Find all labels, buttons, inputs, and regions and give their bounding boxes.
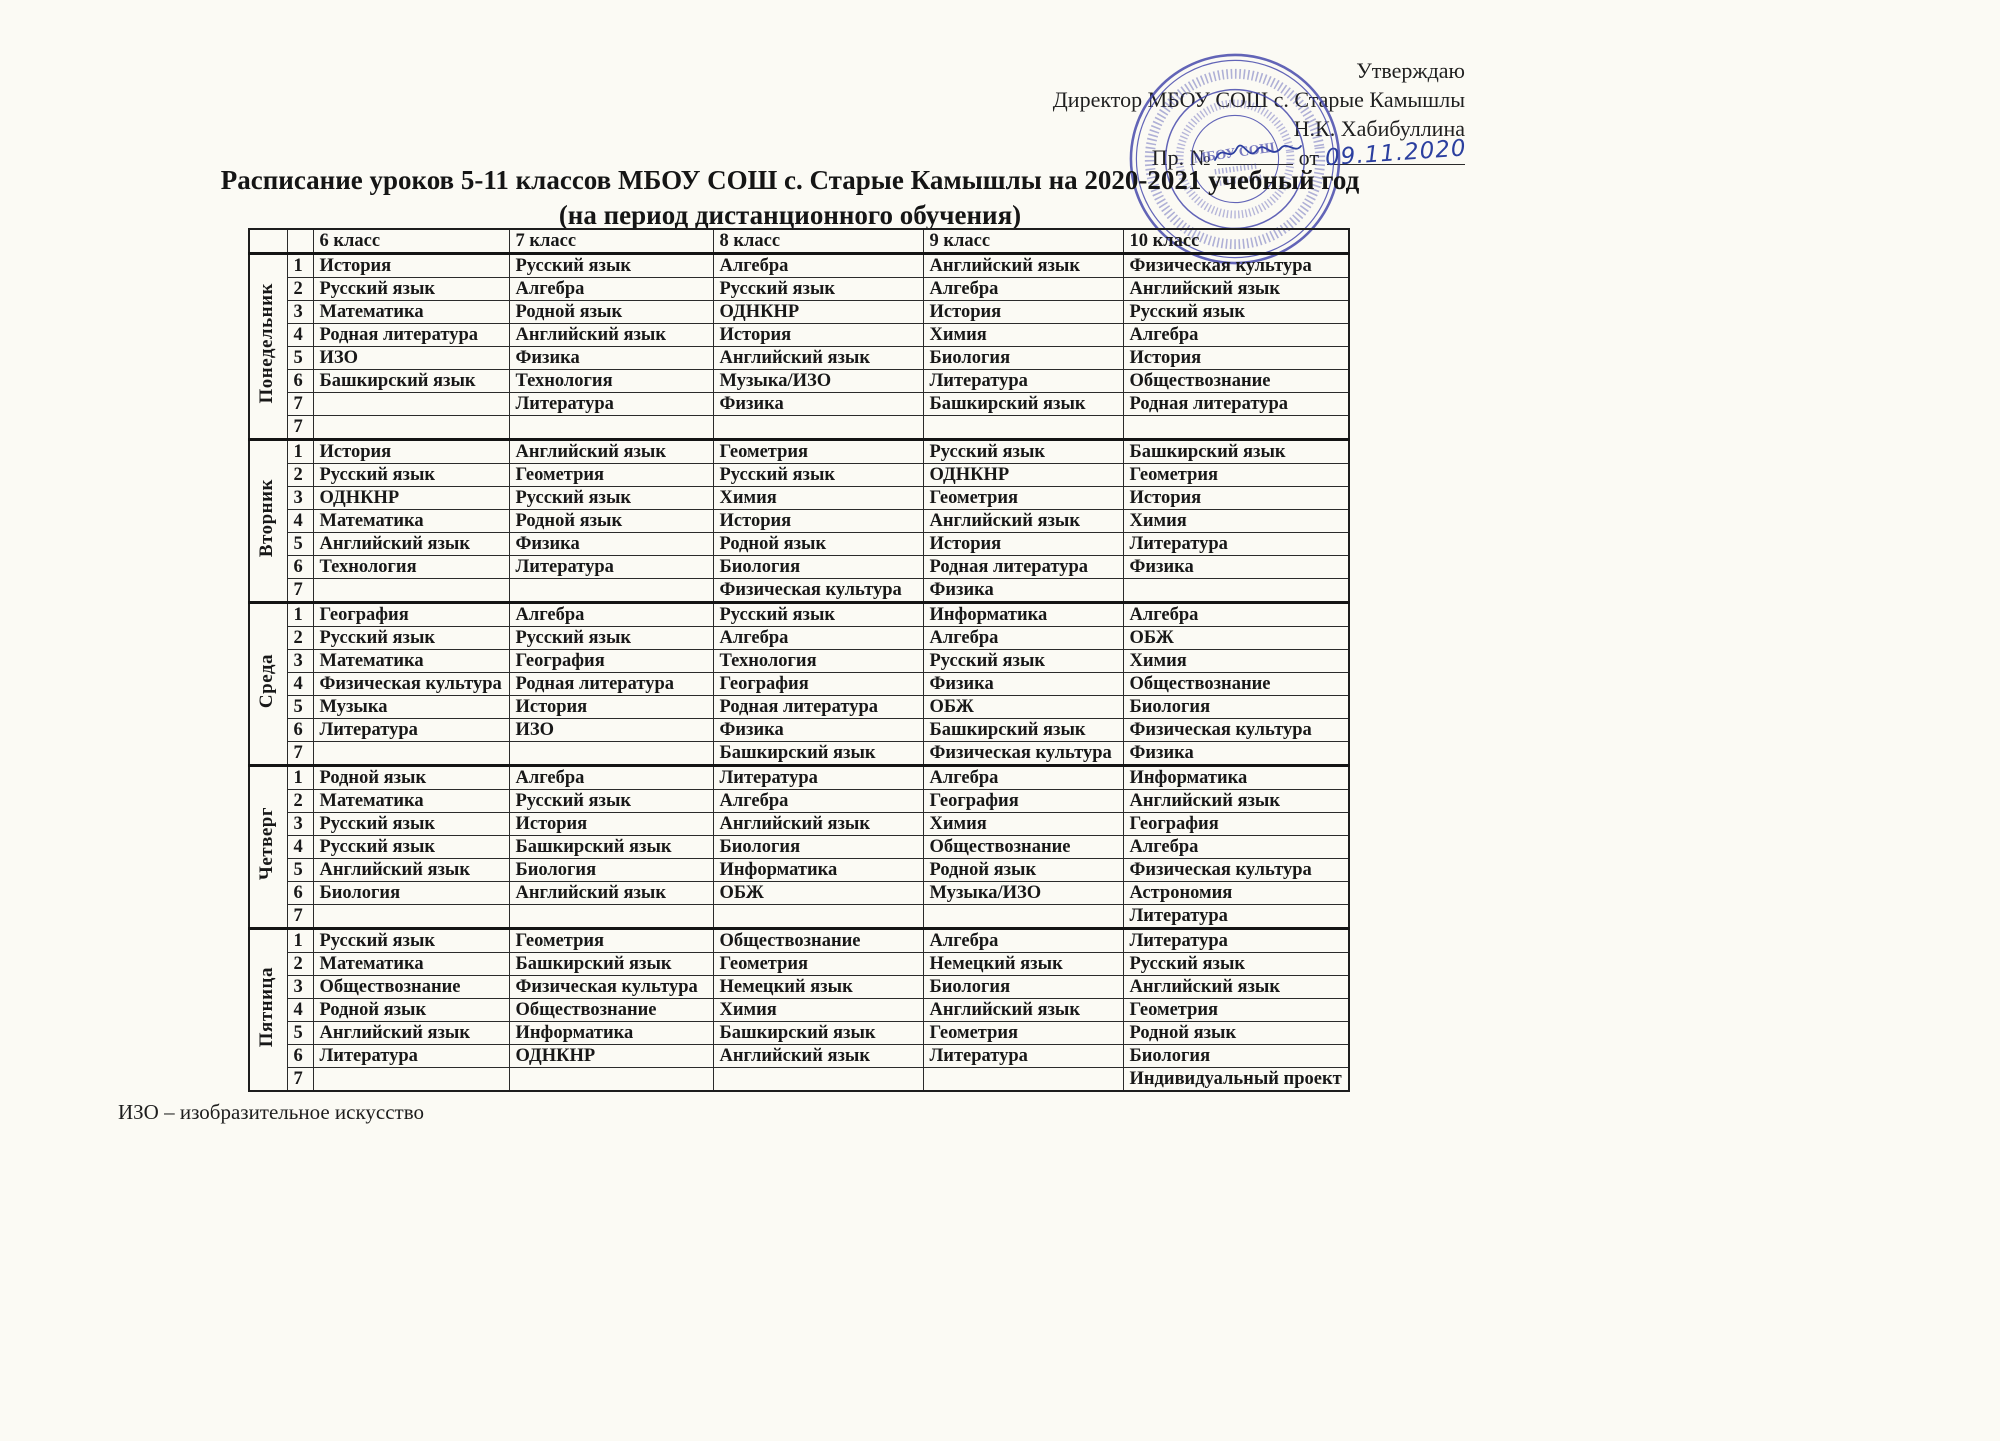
lesson-number-cell: 5 — [287, 533, 313, 556]
schedule-row — [249, 905, 1349, 929]
schedule-row — [249, 836, 1349, 859]
lesson-cell: Башкирский язык — [923, 719, 1123, 742]
lesson-number-cell: 1 — [287, 929, 313, 953]
lesson-cell: Русский язык — [923, 440, 1123, 464]
day-label: Пятница — [249, 929, 287, 1092]
lesson-cell: Русский язык — [313, 278, 509, 301]
lesson-cell: Родная литература — [1123, 393, 1349, 416]
lesson-cell: Родной язык — [1123, 1022, 1349, 1045]
schedule-row — [249, 790, 1349, 813]
schedule-row — [249, 393, 1349, 416]
lesson-cell — [509, 905, 713, 929]
lesson-cell: Английский язык — [509, 324, 713, 347]
lesson-cell: ИЗО — [313, 347, 509, 370]
lesson-cell: ОБЖ — [713, 882, 923, 905]
lesson-number-cell: 3 — [287, 976, 313, 999]
lesson-cell: Башкирский язык — [713, 1022, 923, 1045]
lesson-cell — [923, 416, 1123, 440]
lesson-number-cell: 2 — [287, 464, 313, 487]
lesson-number-cell: 6 — [287, 556, 313, 579]
lesson-cell: Английский язык — [923, 510, 1123, 533]
lesson-number-cell: 2 — [287, 953, 313, 976]
lesson-cell: Литература — [509, 556, 713, 579]
lesson-cell: Физическая культура — [923, 742, 1123, 766]
lesson-cell: Технология — [509, 370, 713, 393]
lesson-cell: Алгебра — [509, 603, 713, 627]
director-line: Директор МБОУ СОШ с. Старые Камышлы — [1052, 87, 1465, 112]
handwritten-date: 09.11.2020 — [1324, 135, 1468, 172]
lesson-cell — [509, 579, 713, 603]
lesson-cell: Алгебра — [509, 278, 713, 301]
lesson-cell: Физика — [923, 673, 1123, 696]
lesson-cell: Русский язык — [509, 254, 713, 278]
lesson-cell: География — [713, 673, 923, 696]
director-name: Н.К. Хабибуллина — [1293, 116, 1465, 141]
lesson-cell: Математика — [313, 953, 509, 976]
class-header: 7 класс — [509, 229, 713, 254]
lesson-cell: Русский язык — [509, 627, 713, 650]
lesson-cell: Родной язык — [509, 301, 713, 324]
lesson-cell: Геометрия — [713, 440, 923, 464]
lesson-cell: Физическая культура — [713, 579, 923, 603]
lesson-cell: Биология — [923, 347, 1123, 370]
schedule-row — [249, 254, 1349, 278]
lesson-cell: Литература — [509, 393, 713, 416]
lesson-number-cell: 5 — [287, 696, 313, 719]
schedule-row — [249, 416, 1349, 440]
lesson-cell: Немецкий язык — [713, 976, 923, 999]
lesson-cell: География — [923, 790, 1123, 813]
lesson-cell: Русский язык — [313, 929, 509, 953]
lesson-cell: История — [1123, 487, 1349, 510]
schedule-row — [249, 1068, 1349, 1092]
lesson-number-cell: 2 — [287, 790, 313, 813]
lesson-cell: Алгебра — [1123, 324, 1349, 347]
class-header: 6 класс — [313, 229, 509, 254]
corner-num-cell — [287, 229, 313, 254]
schedule-row — [249, 579, 1349, 603]
lesson-cell — [313, 416, 509, 440]
title-line-1: Расписание уроков 5-11 классов МБОУ СОШ с. Старые Камышлы на 2020-2021 учебный год — [220, 165, 1360, 195]
lesson-cell: Башкирский язык — [1123, 440, 1349, 464]
lesson-cell: Физическая культура — [1123, 859, 1349, 882]
lesson-cell: Родная литература — [923, 556, 1123, 579]
schedule-row — [249, 650, 1349, 673]
day-label: Вторник — [249, 440, 287, 603]
lesson-cell — [923, 1068, 1123, 1092]
lesson-cell: Английский язык — [509, 440, 713, 464]
lesson-cell — [1123, 579, 1349, 603]
lesson-cell — [713, 905, 923, 929]
lesson-cell: Литература — [923, 370, 1123, 393]
lesson-cell — [1123, 416, 1349, 440]
schedule-row — [249, 301, 1349, 324]
lesson-cell: Обществознание — [713, 929, 923, 953]
lesson-cell: Музыка/ИЗО — [713, 370, 923, 393]
lesson-number-cell: 6 — [287, 719, 313, 742]
lesson-cell: Башкирский язык — [509, 836, 713, 859]
lesson-cell: История — [1123, 347, 1349, 370]
lesson-cell: Английский язык — [313, 1022, 509, 1045]
day-label: Четверг — [249, 766, 287, 929]
lesson-cell: Обществознание — [313, 976, 509, 999]
lesson-cell: Башкирский язык — [923, 393, 1123, 416]
lesson-cell: Технология — [713, 650, 923, 673]
schedule-row — [249, 533, 1349, 556]
lesson-cell: Родной язык — [313, 766, 509, 790]
lesson-cell: Литература — [313, 719, 509, 742]
lesson-cell: История — [313, 440, 509, 464]
lesson-cell: Русский язык — [313, 464, 509, 487]
lesson-number-cell: 6 — [287, 1045, 313, 1068]
lesson-cell: ИЗО — [509, 719, 713, 742]
stamp-center-text: МБОУ СОШ — [1192, 140, 1276, 167]
lesson-cell: История — [509, 696, 713, 719]
lesson-cell: ОБЖ — [923, 696, 1123, 719]
lesson-cell: Физика — [509, 533, 713, 556]
lesson-cell: Русский язык — [313, 836, 509, 859]
lesson-cell: Обществознание — [923, 836, 1123, 859]
lesson-cell: Английский язык — [1123, 976, 1349, 999]
schedule-row — [249, 347, 1349, 370]
lesson-cell: Геометрия — [923, 487, 1123, 510]
lesson-number-cell: 4 — [287, 510, 313, 533]
lesson-cell: Химия — [1123, 650, 1349, 673]
lesson-cell — [509, 416, 713, 440]
lesson-cell: Обществознание — [1123, 370, 1349, 393]
lesson-cell: Геометрия — [509, 929, 713, 953]
lesson-cell: Геометрия — [923, 1022, 1123, 1045]
schedule-table — [248, 228, 1350, 1092]
lesson-cell: Информатика — [509, 1022, 713, 1045]
schedule-row — [249, 976, 1349, 999]
lesson-cell: История — [923, 301, 1123, 324]
lesson-cell — [313, 579, 509, 603]
lesson-cell: Биология — [713, 836, 923, 859]
schedule-row — [249, 742, 1349, 766]
schedule-row — [249, 882, 1349, 905]
lesson-cell — [713, 1068, 923, 1092]
schedule-row — [249, 324, 1349, 347]
order-prefix: Пр. № — [1151, 145, 1211, 170]
schedule-row — [249, 627, 1349, 650]
lesson-cell — [509, 742, 713, 766]
lesson-cell: Индивидуальный проект — [1123, 1068, 1349, 1092]
schedule-row — [249, 999, 1349, 1022]
lesson-cell: Башкирский язык — [509, 953, 713, 976]
schedule-row — [249, 510, 1349, 533]
lesson-cell: Русский язык — [313, 627, 509, 650]
schedule-row — [249, 859, 1349, 882]
schedule-row — [249, 464, 1349, 487]
day-label: Понедельник — [249, 254, 287, 440]
schedule-row — [249, 766, 1349, 790]
lesson-cell: Алгебра — [713, 790, 923, 813]
lesson-cell: Алгебра — [923, 929, 1123, 953]
lesson-cell: Физика — [509, 347, 713, 370]
lesson-cell: Русский язык — [713, 603, 923, 627]
lesson-cell: Информатика — [923, 603, 1123, 627]
lesson-cell: Информатика — [713, 859, 923, 882]
approve-label: Утверждаю — [1356, 58, 1465, 83]
lesson-cell: Родная литература — [713, 696, 923, 719]
lesson-number-cell: 1 — [287, 254, 313, 278]
lesson-cell: Физическая культура — [1123, 254, 1349, 278]
lesson-cell: Родной язык — [509, 510, 713, 533]
lesson-number-cell: 5 — [287, 859, 313, 882]
lesson-cell: Физика — [923, 579, 1123, 603]
lesson-cell: История — [923, 533, 1123, 556]
schedule-table-wrap — [248, 228, 1350, 1092]
lesson-cell — [923, 905, 1123, 929]
lesson-cell: Музыка/ИЗО — [923, 882, 1123, 905]
schedule-row — [249, 813, 1349, 836]
class-header: 9 класс — [923, 229, 1123, 254]
lesson-number-cell: 4 — [287, 673, 313, 696]
schedule-row — [249, 719, 1349, 742]
lesson-cell: Геометрия — [1123, 464, 1349, 487]
lesson-cell: Биология — [509, 859, 713, 882]
lesson-cell: Математика — [313, 301, 509, 324]
lesson-cell: Английский язык — [1123, 278, 1349, 301]
lesson-number-cell: 1 — [287, 766, 313, 790]
lesson-cell: Родная литература — [313, 324, 509, 347]
lesson-cell: История — [509, 813, 713, 836]
lesson-number-cell: 7 — [287, 416, 313, 440]
lesson-cell: Русский язык — [509, 790, 713, 813]
lesson-cell: Геометрия — [509, 464, 713, 487]
lesson-cell: История — [713, 510, 923, 533]
lesson-cell: Башкирский язык — [713, 742, 923, 766]
lesson-cell: Русский язык — [313, 813, 509, 836]
lesson-cell: Английский язык — [313, 859, 509, 882]
lesson-cell: Технология — [313, 556, 509, 579]
schedule-row — [249, 696, 1349, 719]
schedule-row — [249, 370, 1349, 393]
lesson-cell: Немецкий язык — [923, 953, 1123, 976]
lesson-cell: Литература — [1123, 905, 1349, 929]
schedule-row — [249, 929, 1349, 953]
lesson-cell: Геометрия — [1123, 999, 1349, 1022]
title-line-2: (на период дистанционного обучения) — [558, 200, 1022, 230]
lesson-cell: Родной язык — [923, 859, 1123, 882]
lesson-cell: Обществознание — [509, 999, 713, 1022]
lesson-cell: Родной язык — [313, 999, 509, 1022]
schedule-row — [249, 953, 1349, 976]
lesson-cell: Английский язык — [313, 533, 509, 556]
lesson-cell: Литература — [923, 1045, 1123, 1068]
lesson-cell: Биология — [313, 882, 509, 905]
lesson-cell: Физика — [1123, 742, 1349, 766]
lesson-cell: ОДНКНР — [923, 464, 1123, 487]
lesson-cell: Биология — [1123, 696, 1349, 719]
lesson-cell: Математика — [313, 790, 509, 813]
schedule-row — [249, 673, 1349, 696]
lesson-cell: Физическая культура — [1123, 719, 1349, 742]
lesson-cell: Английский язык — [1123, 790, 1349, 813]
lesson-cell: Алгебра — [1123, 603, 1349, 627]
lesson-cell — [509, 1068, 713, 1092]
lesson-number-cell: 2 — [287, 278, 313, 301]
lesson-number-cell: 7 — [287, 393, 313, 416]
lesson-cell — [313, 393, 509, 416]
lesson-number-cell: 7 — [287, 1068, 313, 1092]
lesson-cell: Русский язык — [509, 487, 713, 510]
lesson-cell: Алгебра — [923, 627, 1123, 650]
lesson-number-cell: 7 — [287, 579, 313, 603]
lesson-number-cell: 3 — [287, 487, 313, 510]
lesson-cell: Русский язык — [1123, 953, 1349, 976]
lesson-cell: Химия — [713, 487, 923, 510]
lesson-number-cell: 1 — [287, 603, 313, 627]
lesson-cell: Алгебра — [923, 766, 1123, 790]
lesson-cell: ОДНКНР — [713, 301, 923, 324]
lesson-cell: Английский язык — [713, 1045, 923, 1068]
lesson-cell — [313, 905, 509, 929]
lesson-cell: Физическая культура — [313, 673, 509, 696]
lesson-number-cell: 6 — [287, 882, 313, 905]
lesson-cell: Алгебра — [713, 627, 923, 650]
lesson-cell: Астрономия — [1123, 882, 1349, 905]
lesson-number-cell: 3 — [287, 813, 313, 836]
lesson-cell: Русский язык — [923, 650, 1123, 673]
lesson-cell: Химия — [923, 813, 1123, 836]
lesson-cell: География — [1123, 813, 1349, 836]
lesson-cell: Литература — [313, 1045, 509, 1068]
lesson-number-cell: 3 — [287, 301, 313, 324]
lesson-cell: Физика — [713, 719, 923, 742]
lesson-cell: Литература — [1123, 929, 1349, 953]
lesson-cell: Химия — [923, 324, 1123, 347]
lesson-cell: Литература — [1123, 533, 1349, 556]
lesson-cell: Физика — [1123, 556, 1349, 579]
lesson-number-cell: 2 — [287, 627, 313, 650]
lesson-cell: Алгебра — [713, 254, 923, 278]
lesson-cell: Обществознание — [1123, 673, 1349, 696]
lesson-cell: История — [713, 324, 923, 347]
lesson-cell: Алгебра — [1123, 836, 1349, 859]
schedule-row — [249, 1022, 1349, 1045]
lesson-cell: ОБЖ — [1123, 627, 1349, 650]
lesson-cell: Биология — [713, 556, 923, 579]
lesson-cell: Русский язык — [713, 278, 923, 301]
document-title — [90, 163, 1490, 233]
lesson-cell: География — [313, 603, 509, 627]
lesson-cell: География — [509, 650, 713, 673]
lesson-cell: Биология — [1123, 1045, 1349, 1068]
lesson-cell: Английский язык — [713, 347, 923, 370]
lesson-cell: Химия — [713, 999, 923, 1022]
footer-note: ИЗО – изобразительное искусство — [118, 1100, 424, 1124]
lesson-cell: Информатика — [1123, 766, 1349, 790]
lesson-cell — [313, 742, 509, 766]
lesson-cell: Математика — [313, 650, 509, 673]
schedule-row — [249, 487, 1349, 510]
schedule-row — [249, 278, 1349, 301]
order-from-label: от — [1298, 145, 1319, 170]
day-label: Среда — [249, 603, 287, 766]
lesson-number-cell: 5 — [287, 1022, 313, 1045]
lesson-cell: Русский язык — [713, 464, 923, 487]
lesson-cell: Биология — [923, 976, 1123, 999]
lesson-cell: Алгебра — [509, 766, 713, 790]
lesson-cell: История — [313, 254, 509, 278]
lesson-cell: Музыка — [313, 696, 509, 719]
lesson-cell — [713, 416, 923, 440]
corner-day-cell — [249, 229, 287, 254]
lesson-number-cell: 1 — [287, 440, 313, 464]
schedule-row — [249, 603, 1349, 627]
lesson-cell: Родной язык — [713, 533, 923, 556]
lesson-cell: Математика — [313, 510, 509, 533]
lesson-number-cell: 7 — [287, 905, 313, 929]
lesson-number-cell: 3 — [287, 650, 313, 673]
lesson-cell: Английский язык — [509, 882, 713, 905]
schedule-row — [249, 1045, 1349, 1068]
lesson-cell: Алгебра — [923, 278, 1123, 301]
lesson-cell: Химия — [1123, 510, 1349, 533]
lesson-cell: Родная литература — [509, 673, 713, 696]
lesson-cell: ОДНКНР — [509, 1045, 713, 1068]
schedule-row — [249, 556, 1349, 579]
lesson-cell: Английский язык — [923, 999, 1123, 1022]
lesson-cell: Башкирский язык — [313, 370, 509, 393]
lesson-number-cell: 4 — [287, 324, 313, 347]
lesson-number-cell: 5 — [287, 347, 313, 370]
lesson-cell: Русский язык — [1123, 301, 1349, 324]
lesson-cell: Английский язык — [923, 254, 1123, 278]
lesson-cell: Физика — [713, 393, 923, 416]
lesson-cell: Геометрия — [713, 953, 923, 976]
lesson-cell: Английский язык — [713, 813, 923, 836]
lesson-number-cell: 7 — [287, 742, 313, 766]
lesson-cell: ОДНКНР — [313, 487, 509, 510]
lesson-number-cell: 4 — [287, 999, 313, 1022]
class-header: 10 класс — [1123, 229, 1349, 254]
lesson-number-cell: 4 — [287, 836, 313, 859]
lesson-cell — [313, 1068, 509, 1092]
schedule-row — [249, 440, 1349, 464]
lesson-cell: Физическая культура — [509, 976, 713, 999]
class-header: 8 класс — [713, 229, 923, 254]
lesson-cell: Литература — [713, 766, 923, 790]
lesson-number-cell: 6 — [287, 370, 313, 393]
